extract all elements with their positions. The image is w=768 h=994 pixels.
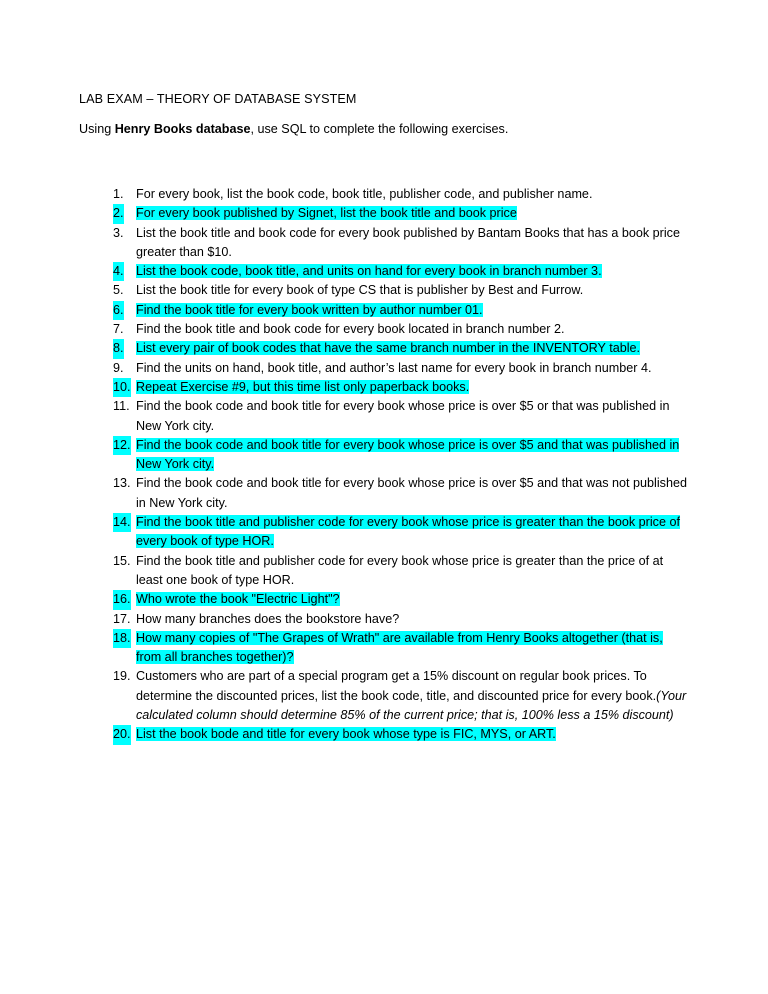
exercise-text: List every pair of book codes that have the same branch number in the INVENTORY table.	[136, 341, 641, 356]
exercise-text: Find the book code and book title for every book whose price is over $5 and that was published in New York city.	[136, 437, 680, 472]
exercise-number: 14.	[113, 513, 131, 532]
exercise-item	[0, 629, 768, 668]
exercise-text: For every book, list the book code, book title, publisher code, and publisher name.	[136, 187, 593, 201]
exercise-number: 7.	[113, 322, 124, 337]
exercise-item	[0, 224, 768, 263]
exercise-item	[0, 513, 768, 552]
exercise-item	[0, 359, 768, 378]
exercise-text: Who wrote the book "Electric Light"?	[136, 592, 340, 607]
exercise-item	[0, 185, 768, 204]
exercise-item	[0, 610, 768, 629]
exercise-item	[0, 667, 768, 725]
exercise-text: Find the units on hand, book title, and author’s last name for every book in branch number 4.	[136, 360, 652, 375]
exercise-item	[0, 474, 768, 513]
exercise-number: 15.	[113, 553, 131, 568]
exercise-number: 8.	[113, 339, 124, 358]
exercise-text: List the book title for every book of type CS that is publisher by Best and Furrow.	[136, 283, 584, 298]
exercise-text: Find the book code and book title for every book whose price is over $5 and that was not published in New York city.	[136, 476, 687, 510]
exercise-text: How many branches does the bookstore have?	[136, 611, 400, 626]
exercise-text: List the book bode and title for every book whose type is FIC, MYS, or ART.	[136, 727, 556, 742]
intro-paragraph	[79, 122, 508, 136]
exercise-list	[0, 185, 768, 745]
exercise-item	[0, 262, 768, 281]
exercise-item	[0, 339, 768, 358]
exercise-text: For every book published by Signet, list the book title and book price	[136, 206, 517, 221]
document-title: LAB EXAM – THEORY OF DATABASE SYSTEM	[79, 92, 357, 106]
exercise-item	[0, 281, 768, 300]
exercise-number: 11.	[113, 399, 130, 414]
exercise-item	[0, 552, 768, 591]
exercise-item	[0, 204, 768, 223]
exercise-text: Find the book title and publisher code for every book whose price is greater than the price of at least one book of type HOR.	[136, 553, 664, 587]
exercise-number: 5.	[113, 283, 124, 298]
exercise-number: 4.	[113, 262, 124, 281]
intro-prefix: Using	[79, 122, 115, 136]
exercise-text: List the book code, book title, and units on hand for every book in branch number 3.	[136, 264, 602, 279]
exercise-item	[0, 436, 768, 475]
exercise-note: (Your calculated column should determine 85% of the current price; that is, 100% less a 15% discount)	[136, 688, 687, 723]
exercise-text: List the book title and book code for every book published by Bantam Books that has a book price greater than $10.	[136, 225, 680, 259]
exercise-number: 6.	[113, 301, 124, 320]
intro-database-name: Henry Books database	[114, 122, 251, 136]
exercise-number: 19.	[113, 669, 131, 684]
exercise-item	[0, 725, 768, 744]
exercise-item	[0, 378, 768, 397]
exercise-text: Find the book code and book title for every book whose price is over $5 or that was published in New York city.	[136, 399, 670, 433]
exercise-text: Customers who are part of a special program get a 15% discount on regular book prices. To determine the discounted prices, list the book code, title, and discounted price for every book.	[136, 669, 657, 703]
exercise-item	[0, 320, 768, 339]
exercise-number: 3.	[113, 225, 124, 240]
exercise-number: 17.	[113, 611, 131, 626]
exercise-number: 2.	[113, 204, 124, 223]
exercise-number: 12.	[113, 436, 131, 455]
exercise-item	[0, 301, 768, 320]
exercise-item	[0, 590, 768, 609]
exercise-text: Find the book title and publisher code for every book whose price is greater than the book price of every book of type HOR.	[136, 515, 680, 549]
exercise-text: How many copies of "The Grapes of Wrath" are available from Henry Books altogether (that is, from all branches together)?	[136, 630, 663, 665]
exercise-number: 16.	[113, 590, 131, 609]
exercise-number: 13.	[113, 476, 131, 491]
intro-suffix: , use SQL to complete the following exercises.	[250, 122, 509, 136]
exercise-text: Repeat Exercise #9, but this time list only paperback books.	[136, 379, 470, 394]
exercise-number: 1.	[113, 187, 124, 201]
exercise-item	[0, 397, 768, 436]
exercise-number: 18.	[113, 629, 131, 648]
exercise-text: Find the book title and book code for every book located in branch number 2.	[136, 322, 565, 337]
exercise-number: 9.	[113, 360, 124, 375]
exercise-number: 20.	[113, 725, 131, 744]
exercise-number: 10.	[113, 378, 131, 397]
exercise-text: Find the book title for every book written by author number 01.	[136, 302, 483, 317]
